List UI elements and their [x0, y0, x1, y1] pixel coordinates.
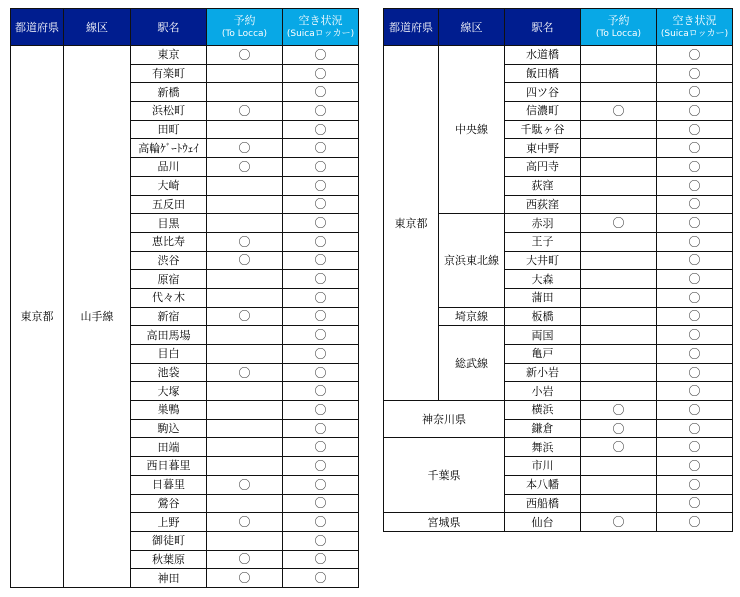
reservation-mark [581, 251, 657, 270]
station-name: 田町 [131, 120, 207, 139]
vacancy-mark: 〇 [283, 531, 359, 550]
vacancy-mark: 〇 [657, 475, 733, 494]
reservation-mark [207, 401, 283, 420]
vacancy-mark: 〇 [657, 513, 733, 532]
vacancy-mark: 〇 [283, 139, 359, 158]
prefecture-cell: 東京都 [11, 46, 64, 588]
vacancy-mark: 〇 [283, 363, 359, 382]
line-cell: 山手線 [64, 46, 131, 588]
prefecture-cell: 千葉県 [384, 438, 505, 513]
vacancy-mark: 〇 [657, 102, 733, 121]
reservation-mark [207, 176, 283, 195]
station-name: 千駄ヶ谷 [505, 120, 581, 139]
reservation-mark [207, 195, 283, 214]
header-reservation: 予約 (To Locca) [581, 9, 657, 46]
vacancy-mark: 〇 [283, 438, 359, 457]
reservation-mark [581, 270, 657, 289]
station-name: 本八幡 [505, 475, 581, 494]
station-name: 巣鴨 [131, 401, 207, 420]
vacancy-mark: 〇 [657, 158, 733, 177]
header-station: 駅名 [505, 9, 581, 46]
vacancy-mark: 〇 [283, 569, 359, 588]
reservation-mark: 〇 [581, 214, 657, 233]
station-name: 高円寺 [505, 158, 581, 177]
table-row [384, 46, 733, 65]
vacancy-mark: 〇 [283, 326, 359, 345]
vacancy-mark: 〇 [283, 83, 359, 102]
vacancy-mark: 〇 [283, 270, 359, 289]
reservation-mark [207, 120, 283, 139]
line-cell: 中央線 [439, 46, 505, 214]
station-name: 西船橋 [505, 494, 581, 513]
station-name: 王子 [505, 232, 581, 251]
station-name: 大塚 [131, 382, 207, 401]
station-name: 恵比寿 [131, 232, 207, 251]
vacancy-mark: 〇 [657, 176, 733, 195]
station-name: 浜松町 [131, 102, 207, 121]
vacancy-mark: 〇 [283, 158, 359, 177]
header-vacancy: 空き状況 (Suicaロッカー) [657, 9, 733, 46]
reservation-mark [207, 64, 283, 83]
line-cell: 総武線 [439, 326, 505, 401]
station-name: 四ツ谷 [505, 83, 581, 102]
reservation-mark [581, 457, 657, 476]
reservation-mark [581, 345, 657, 364]
reservation-mark [207, 83, 283, 102]
station-name: 大井町 [505, 251, 581, 270]
reservation-mark: 〇 [581, 513, 657, 532]
station-name: 鶯谷 [131, 494, 207, 513]
vacancy-mark: 〇 [657, 345, 733, 364]
reservation-mark [581, 382, 657, 401]
reservation-mark [207, 214, 283, 233]
vacancy-mark: 〇 [657, 401, 733, 420]
vacancy-mark: 〇 [657, 288, 733, 307]
reservation-mark: 〇 [207, 475, 283, 494]
reservation-mark: 〇 [207, 46, 283, 65]
vacancy-mark: 〇 [657, 363, 733, 382]
station-name: 有楽町 [131, 64, 207, 83]
station-name: 亀戸 [505, 345, 581, 364]
table-row [384, 438, 733, 457]
reservation-mark [207, 345, 283, 364]
station-name: 両国 [505, 326, 581, 345]
table-row [384, 401, 733, 420]
line-cell: 埼京線 [439, 307, 505, 326]
reservation-mark: 〇 [207, 232, 283, 251]
station-name: 目白 [131, 345, 207, 364]
header-prefecture: 都道府県 [11, 9, 64, 46]
reservation-mark [581, 195, 657, 214]
vacancy-mark: 〇 [283, 401, 359, 420]
vacancy-mark: 〇 [657, 214, 733, 233]
vacancy-mark: 〇 [283, 475, 359, 494]
yamanote-locker-table [10, 8, 359, 588]
station-name: 水道橋 [505, 46, 581, 65]
header-prefecture: 都道府県 [384, 9, 439, 46]
station-name: 神田 [131, 569, 207, 588]
reservation-mark: 〇 [207, 139, 283, 158]
station-name: 赤羽 [505, 214, 581, 233]
reservation-mark [581, 64, 657, 83]
vacancy-mark: 〇 [657, 83, 733, 102]
vacancy-mark: 〇 [657, 457, 733, 476]
vacancy-mark: 〇 [657, 382, 733, 401]
station-name: 西荻窪 [505, 195, 581, 214]
vacancy-mark: 〇 [283, 232, 359, 251]
reservation-mark: 〇 [207, 158, 283, 177]
reservation-mark: 〇 [207, 102, 283, 121]
header-line: 線区 [439, 9, 505, 46]
reservation-mark [581, 83, 657, 102]
reservation-mark: 〇 [581, 419, 657, 438]
vacancy-mark: 〇 [283, 64, 359, 83]
vacancy-mark: 〇 [657, 419, 733, 438]
reservation-mark [581, 158, 657, 177]
reservation-mark [581, 232, 657, 251]
station-name: 鎌倉 [505, 419, 581, 438]
reservation-mark [207, 531, 283, 550]
station-name: 高輪ｹﾞｰﾄｳｪｲ [131, 139, 207, 158]
station-name: 東京 [131, 46, 207, 65]
station-name: 仙台 [505, 513, 581, 532]
reservation-mark: 〇 [207, 363, 283, 382]
station-name: 新宿 [131, 307, 207, 326]
vacancy-mark: 〇 [657, 120, 733, 139]
header-line: 線区 [64, 9, 131, 46]
header-vacancy: 空き状況 (Suicaロッカー) [283, 9, 359, 46]
vacancy-mark: 〇 [657, 438, 733, 457]
reservation-mark: 〇 [581, 401, 657, 420]
prefecture-cell: 神奈川県 [384, 401, 505, 438]
reservation-mark: 〇 [581, 438, 657, 457]
station-name: 市川 [505, 457, 581, 476]
table-row [384, 513, 733, 532]
station-name: 板橋 [505, 307, 581, 326]
station-name: 上野 [131, 513, 207, 532]
station-name: 五反田 [131, 195, 207, 214]
header-station: 駅名 [131, 9, 207, 46]
station-name: 日暮里 [131, 475, 207, 494]
station-name: 東中野 [505, 139, 581, 158]
reservation-mark [207, 438, 283, 457]
reservation-mark [581, 494, 657, 513]
reservation-mark [581, 46, 657, 65]
reservation-mark [581, 176, 657, 195]
reservation-mark [581, 326, 657, 345]
vacancy-mark: 〇 [283, 494, 359, 513]
station-name: 新橋 [131, 83, 207, 102]
vacancy-mark: 〇 [657, 195, 733, 214]
vacancy-mark: 〇 [283, 251, 359, 270]
station-name: 池袋 [131, 363, 207, 382]
vacancy-mark: 〇 [657, 251, 733, 270]
vacancy-mark: 〇 [283, 419, 359, 438]
station-name: 秋葉原 [131, 550, 207, 569]
vacancy-mark: 〇 [657, 139, 733, 158]
vacancy-mark: 〇 [657, 270, 733, 289]
station-name: 駒込 [131, 419, 207, 438]
reservation-mark [581, 120, 657, 139]
line-cell: 京浜東北線 [439, 214, 505, 307]
station-name: 舞浜 [505, 438, 581, 457]
vacancy-mark: 〇 [283, 195, 359, 214]
station-name: 品川 [131, 158, 207, 177]
reservation-mark: 〇 [207, 513, 283, 532]
reservation-mark: 〇 [207, 307, 283, 326]
station-name: 田端 [131, 438, 207, 457]
station-name: 新小岩 [505, 363, 581, 382]
prefecture-cell: 東京都 [384, 46, 439, 401]
reservation-mark: 〇 [207, 251, 283, 270]
reservation-mark [207, 494, 283, 513]
other-lines-locker-table [383, 8, 733, 532]
station-name: 西日暮里 [131, 457, 207, 476]
table-row [11, 46, 359, 65]
vacancy-mark: 〇 [657, 46, 733, 65]
vacancy-mark: 〇 [283, 345, 359, 364]
vacancy-mark: 〇 [283, 102, 359, 121]
station-name: 大崎 [131, 176, 207, 195]
station-name: 原宿 [131, 270, 207, 289]
vacancy-mark: 〇 [657, 494, 733, 513]
station-name: 飯田橋 [505, 64, 581, 83]
reservation-mark: 〇 [207, 569, 283, 588]
reservation-mark: 〇 [207, 550, 283, 569]
vacancy-mark: 〇 [657, 64, 733, 83]
vacancy-mark: 〇 [283, 120, 359, 139]
station-name: 信濃町 [505, 102, 581, 121]
station-name: 蒲田 [505, 288, 581, 307]
vacancy-mark: 〇 [657, 326, 733, 345]
station-name: 目黒 [131, 214, 207, 233]
prefecture-cell: 宮城県 [384, 513, 505, 532]
station-name: 渋谷 [131, 251, 207, 270]
reservation-mark [207, 288, 283, 307]
vacancy-mark: 〇 [283, 550, 359, 569]
vacancy-mark: 〇 [283, 307, 359, 326]
reservation-mark [581, 363, 657, 382]
vacancy-mark: 〇 [657, 232, 733, 251]
reservation-mark [207, 457, 283, 476]
station-name: 高田馬場 [131, 326, 207, 345]
reservation-mark [207, 326, 283, 345]
station-name: 荻窪 [505, 176, 581, 195]
vacancy-mark: 〇 [283, 46, 359, 65]
reservation-mark [207, 270, 283, 289]
reservation-mark [207, 419, 283, 438]
vacancy-mark: 〇 [283, 214, 359, 233]
vacancy-mark: 〇 [657, 307, 733, 326]
reservation-mark [581, 307, 657, 326]
station-name: 大森 [505, 270, 581, 289]
reservation-mark: 〇 [581, 102, 657, 121]
reservation-mark [581, 288, 657, 307]
reservation-mark [207, 382, 283, 401]
vacancy-mark: 〇 [283, 288, 359, 307]
vacancy-mark: 〇 [283, 513, 359, 532]
vacancy-mark: 〇 [283, 382, 359, 401]
reservation-mark [581, 475, 657, 494]
vacancy-mark: 〇 [283, 457, 359, 476]
header-reservation: 予約 (To Locca) [207, 9, 283, 46]
station-name: 小岩 [505, 382, 581, 401]
vacancy-mark: 〇 [283, 176, 359, 195]
station-name: 横浜 [505, 401, 581, 420]
station-name: 代々木 [131, 288, 207, 307]
reservation-mark [581, 139, 657, 158]
station-name: 御徒町 [131, 531, 207, 550]
